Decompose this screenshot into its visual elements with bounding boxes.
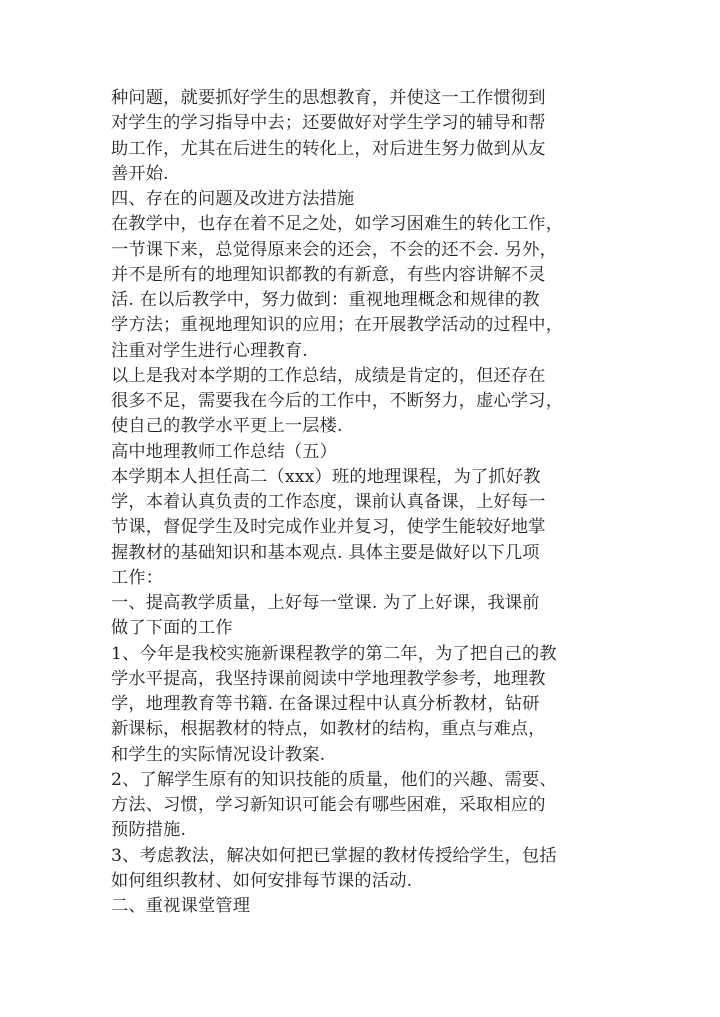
text-line: 对学生的学习指导中去；还要做好对学生学习的辅导和帮 bbox=[111, 113, 546, 134]
list-item: 3、考虑教法，解决如何把已掌握的教材传授给学生，包括 bbox=[111, 845, 557, 866]
text-line: 如何组织教材、如何安排每节课的活动. bbox=[111, 870, 413, 891]
section-heading: 二、重视课堂管理 bbox=[111, 896, 251, 916]
text-line: 以上是我对本学期的工作总结，成绩是肯定的，但还存在 bbox=[111, 365, 546, 386]
text-line: 方法、习惯，学习新知识可能会有哪些困难，采取相应的 bbox=[111, 795, 546, 815]
text-line: 活. 在以后教学中，努力做到：重视地理概念和规律的教 bbox=[111, 290, 540, 310]
list-item: 1、今年是我校实施新课程教学的第二年，为了把自己的教 bbox=[111, 643, 557, 664]
text-line: 新课标，根据教材的特点，如教材的结构，重点与难点， bbox=[111, 719, 546, 740]
text-line: 并不是所有的地理知识都教的有新意，有些内容讲解不灵 bbox=[111, 264, 546, 285]
text-line: 使自己的教学水平更上一层楼. bbox=[111, 416, 343, 437]
section-heading: 四、存在的问题及改进方法措施 bbox=[111, 189, 355, 209]
text-line: 助工作，尤其在后进生的转化上，对后进生努力做到从友 bbox=[111, 138, 546, 159]
text-line: 学水平提高，我坚持课前阅读中学地理教学参考，地理教 bbox=[111, 668, 546, 689]
text-line: 节课，督促学生及时完成作业并复习，使学生能较好地掌 bbox=[111, 517, 546, 538]
section-heading: 一、提高教学质量，上好每一堂课. 为了上好课，我课前 bbox=[111, 593, 540, 613]
text-line: 预防措施. bbox=[111, 820, 187, 841]
text-line: 很多不足，需要我在今后的工作中，不断努力，虚心学习， bbox=[111, 391, 564, 411]
text-line: 学，本着认真负责的工作态度，课前认真备课，上好每一 bbox=[111, 492, 546, 512]
text-line: 握教材的基础知识和基本观点. 具体主要是做好以下几项 bbox=[111, 542, 540, 563]
text-line: 种问题，就要抓好学生的思想教育，并使这一工作惯彻到 bbox=[111, 88, 546, 108]
list-item: 2、了解学生原有的知识技能的质量，他们的兴趣、需要、 bbox=[111, 769, 557, 790]
text-line: 注重对学生进行心理教育. bbox=[111, 340, 308, 361]
document-body bbox=[111, 86, 611, 919]
text-line: 做了下面的工作 bbox=[111, 618, 233, 639]
text-line: 学，地理教育等书籍. 在备课过程中认真分析教材，钻研 bbox=[111, 694, 540, 714]
text-line: 学方法；重视地理知识的应用；在开展教学活动的过程中， bbox=[111, 315, 564, 336]
text-line: 工作： bbox=[111, 567, 164, 588]
text-line: 一节课下来，总觉得原来会的还会，不会的还不会. 另外， bbox=[111, 239, 558, 260]
text-line: 善开始. bbox=[111, 163, 169, 184]
document-title: 高中地理教师工作总结（五） bbox=[111, 441, 338, 462]
text-line: 在教学中，也存在着不足之处，如学习困难生的转化工作， bbox=[111, 214, 564, 235]
text-line: 和学生的实际情况设计教案. bbox=[111, 744, 326, 765]
text-line: 本学期本人担任高二（xxx）班的地理课程，为了抓好教 bbox=[111, 466, 541, 487]
